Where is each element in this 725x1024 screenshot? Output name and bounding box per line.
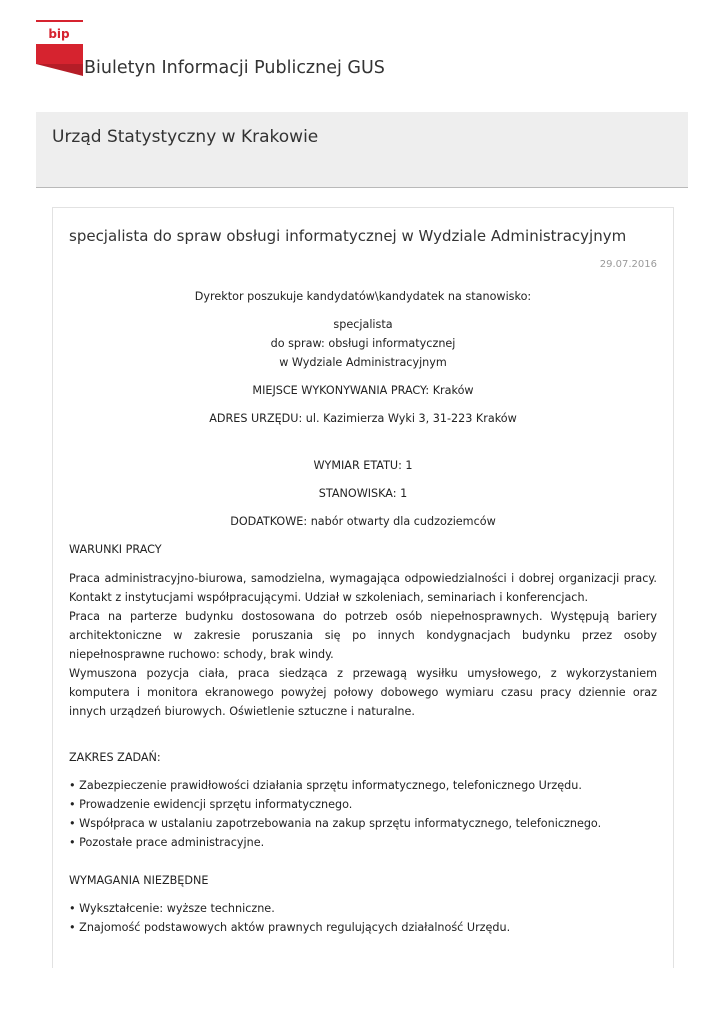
conditions-heading: WARUNKI PRACY	[69, 543, 162, 556]
conditions-paragraph-3: Wymuszona pozycja ciała, praca siedząca z przewagą wysiłku umysłowego, z wykorzystaniem komputera i monitora ekranowego powyżej połowy dobowego wymiaru czasu pracy dziennie oraz innych urządzeń biurowych. Oświetlenie sztuczne i naturalne.	[69, 667, 657, 718]
bullet: •	[69, 779, 76, 792]
post-title: specjalista do spraw obsługi informatycznej w Wydziale Administracyjnym	[69, 227, 627, 245]
office-address: ADRES URZĘDU: ul. Kazimierza Wyki 3, 31-223 Kraków	[209, 412, 517, 425]
intro-text: Dyrektor poszukuje kandydatów\kandydatek na stanowisko:	[194, 290, 532, 303]
positions-count: STANOWISKA: 1	[318, 487, 408, 500]
list-item	[69, 779, 582, 792]
bullet: •	[69, 836, 76, 849]
duty-text: Prowadzenie ewidencji sprzętu informatycznego.	[79, 798, 353, 811]
list-item	[69, 798, 352, 811]
list-item	[69, 902, 275, 915]
position-line-1: specjalista	[333, 318, 393, 331]
conditions-paragraph-2: Praca na parterze budynku dostosowana do potrzeb osób niepełnosprawnych. Występują bariery architektoniczne w zakresie poruszania się po innych kondygnacjach budynku przez osoby niepełnosprawne ruchowo: schody, brak windy.	[69, 610, 657, 661]
bullet: •	[69, 817, 76, 830]
duty-text: Zabezpieczenie prawidłowości działania sprzętu informatycznego, telefonicznego Urzędu.	[79, 779, 582, 792]
bip-logo-icon	[36, 20, 83, 76]
duty-text: Współpraca w ustalaniu zapotrzebowania na zakup sprzętu informatycznego, telefonicznego.	[79, 817, 602, 830]
job-posting-card	[52, 207, 674, 968]
office-title[interactable]: Urząd Statystyczny w Krakowie	[52, 127, 319, 147]
bullet: •	[69, 921, 76, 934]
bip-logo[interactable]	[36, 20, 83, 76]
office-header	[36, 112, 688, 188]
site-title[interactable]: Biuletyn Informacji Publicznej GUS	[84, 58, 385, 78]
bip-logo-text: bip	[48, 27, 70, 41]
list-item	[69, 921, 510, 934]
requirement-text: Wykształcenie: wyższe techniczne.	[79, 902, 275, 915]
list-item	[69, 836, 264, 849]
bullet: •	[69, 902, 76, 915]
post-date: 29.07.2016	[599, 259, 657, 270]
duties-heading: ZAKRES ZADAŃ:	[69, 751, 161, 764]
requirements-heading: WYMAGANIA NIEZBĘDNE	[69, 874, 209, 887]
position-line-2: do spraw: obsługi informatycznej	[270, 337, 456, 350]
fte: WYMIAR ETATU: 1	[313, 459, 413, 472]
additional-info: DODATKOWE: nabór otwarty dla cudzoziemców	[230, 515, 496, 528]
bullet: •	[69, 798, 76, 811]
position-line-3: w Wydziale Administracyjnym	[279, 356, 447, 369]
requirement-text: Znajomość podstawowych aktów prawnych regulujących działalność Urzędu.	[79, 921, 511, 934]
list-item	[69, 817, 601, 830]
duty-text: Pozostałe prace administracyjne.	[79, 836, 265, 849]
workplace: MIEJSCE WYKONYWANIA PRACY: Kraków	[252, 384, 474, 397]
conditions-paragraph-1: Praca administracyjno-biurowa, samodzielna, wymagająca odpowiedzialności i dobrej organizacji pracy. Kontakt z instytucjami współpracującymi. Udział w szkoleniach, seminariach i konferencjach.	[69, 572, 657, 604]
